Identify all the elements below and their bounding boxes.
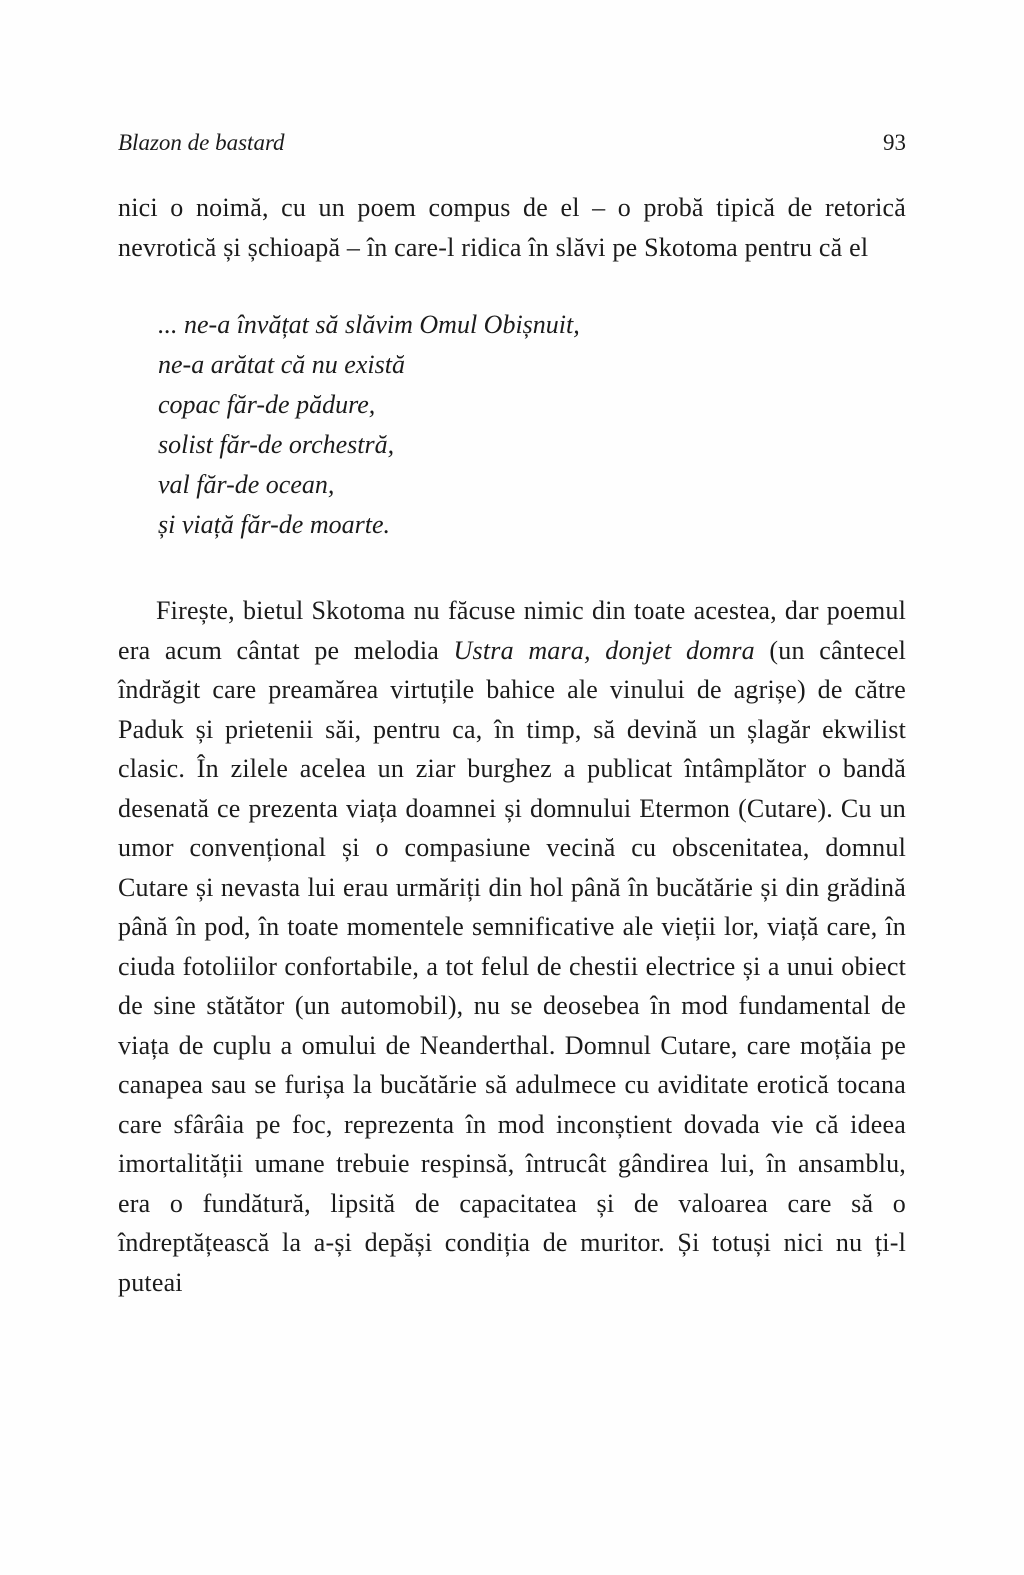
paragraph-text: Firește, bietul Skotoma nu făcuse nimic din toate acestea, dar poemul era acum cântat pe melodia	[118, 596, 906, 665]
running-header-title: Blazon de bastard	[118, 130, 285, 155]
poem-line: și viață făr-de moarte.	[158, 510, 391, 539]
paragraph-text: (un cântecel îndrăgit care preamărea virtuțile bahice ale vinului de agrișe) de către Paduk și prietenii săi, pentru ca, în timp, să devină un șlagăr ekwilist clasic. În zilele acelea un ziar burghez a publicat întâmplător o bandă desenată ce prezenta viața doamnei și domnului Etermon (Cutare). Cu un umor convențional și o compasiune vecină cu obscenitatea, domnul Cutare și nevasta lui erau urmăriți din hol până în bucătărie și din grădină până în pod, în toate momentele semnificative ale vieții lor, viață care, în ciuda fotoliilor confortabile, a tot felul de chestii electrice și a unui obiect de sine stătător (un automobil), nu se deosebea în mod fundamental de viața de cuplu a omului de Neanderthal. Domnul Cutare, care moțăia pe canapea sau se furișa la bucătărie să adulmece cu aviditate erotică tocana care sfârâia pe foc, reprezenta în mod inconștient dovada vie că ideea imortalității umane trebuie respinsă, întrucât gândirea lui, în ansamblu, era o fundătură, lipsită de capacitatea și de valoarea care să o îndreptățească la a-și depăși condiția de muritor. Și totuși nici nu ți-l puteai	[118, 635, 906, 1297]
poem-line: solist făr-de orchestră,	[158, 430, 395, 459]
poem-block	[158, 305, 906, 545]
poem-line: copac făr-de pădure,	[158, 390, 376, 419]
poem-line: ne-a arătat că nu există	[158, 350, 405, 379]
poem-line: val făr-de ocean,	[158, 470, 335, 499]
text-block	[118, 128, 906, 1302]
paragraph-opening: nici o noimă, cu un poem compus de el – o probă tipică de retorică nevrotică și șchioapă – în care-l ridica în slăvi pe Skotoma pentru că el	[118, 193, 906, 262]
song-title: Ustra mara, donjet domra	[453, 635, 755, 665]
running-header	[118, 128, 906, 158]
paragraph-main	[118, 591, 906, 1302]
page-number: 93	[883, 130, 906, 155]
poem-line: ... ne-a învățat să slăvim Omul Obișnuit,	[158, 310, 580, 339]
